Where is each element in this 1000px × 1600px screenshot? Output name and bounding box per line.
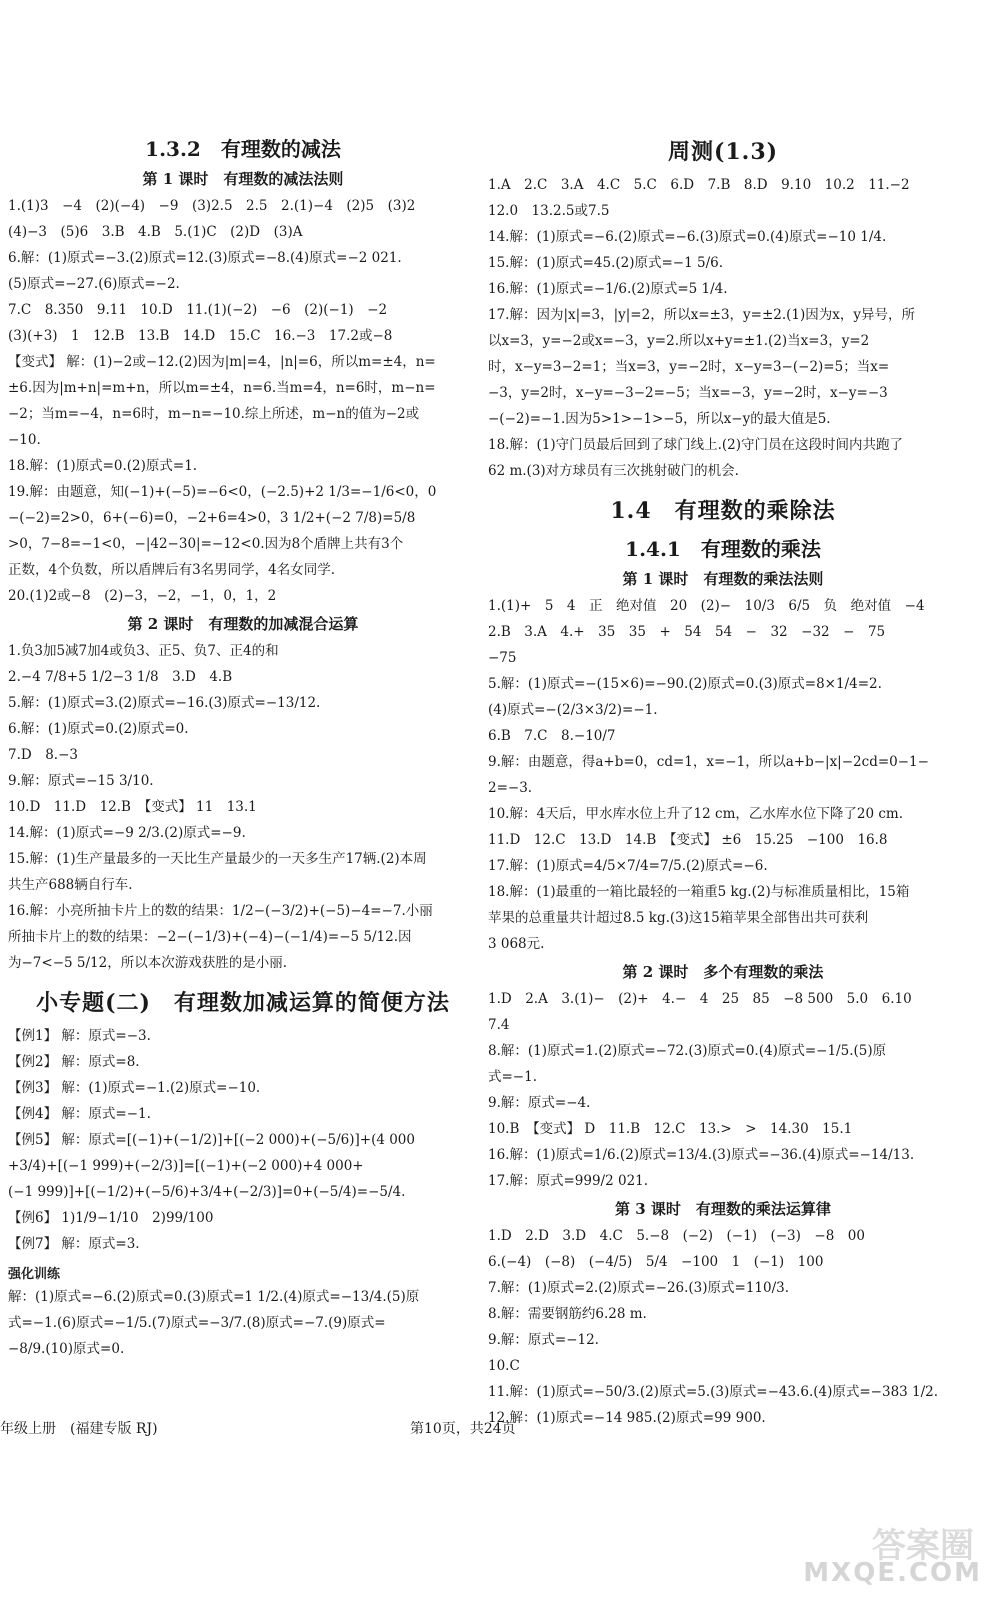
answer-line: 【例3】 解：(1)原式=−1.(2)原式=−10.	[8, 1080, 261, 1096]
answer-line: 1.D 2.A 3.(1)− (2)+ 4.− 4 25 85 −8 500 5.0 6.10	[488, 991, 912, 1007]
answer-line: 2=−3.	[488, 780, 533, 796]
answer-line: −(−2)=−1.因为5>1>−1>−5，所以x−y的最大值是5.	[488, 411, 831, 427]
left-column	[8, 125, 478, 1362]
answer-line: 2.B 3.A 4.+ 35 35 + 54 54 − 32 −32 − 75	[488, 624, 886, 640]
answer-line: >0，7−8=−1<0，−|42−30|=−12<0.因为8个盾牌上共有3个	[8, 536, 404, 552]
answer-line: 8.解：(1)原式=1.(2)原式=−72.(3)原式=0.(4)原式=−1/5.(5)原	[488, 1043, 887, 1059]
answer-line: 9.解：原式=−15 3/10.	[8, 773, 154, 789]
answer-line: 16.解：小亮所抽卡片上的数的结果：1/2−(−3/2)+(−5)−4=−7.小丽	[8, 903, 433, 919]
answer-line: (4)原式=−(2/3×3/2)=−1.	[488, 702, 658, 718]
answer-line: −3，y=2时，x−y=−3−2=−5；当x=−3，y=−2时，x−y=−3	[488, 385, 888, 401]
answer-line: 19.解：由题意，知(−1)+(−5)=−6<0，(−2.5)+2 1/3=−1/6<0，0	[8, 484, 437, 500]
answer-line: 9.解：由题意，得a+b=0，cd=1，x=−1，所以a+b−|x|−2cd=0−1−	[488, 754, 929, 770]
answer-line: 7.4	[488, 1017, 510, 1033]
answer-line: 【变式】 解：(1)−2或−12.(2)因为|m|=4，|n|=6，所以m=±4，n=	[8, 354, 436, 370]
answer-line: 5.解：(1)原式=−(15×6)=−90.(2)原式=0.(3)原式=8×1/4=2.	[488, 676, 882, 692]
answer-line: 15.解：(1)原式=45.(2)原式=−1 5/6.	[488, 255, 724, 271]
answer-line: 62 m.(3)对方球员有三次挑射破门的机会.	[488, 463, 739, 479]
lesson-title-1: 第 1 课时 有理数的减法法则	[142, 170, 344, 188]
answer-line: 1.(1)+ 5 4 正 绝对值 20 (2)− 10/3 6/5 负 绝对值 −4	[488, 598, 925, 614]
answer-line: 7.D 8.−3	[8, 747, 78, 763]
answer-line: 为−7<−5 5/12，所以本次游戏获胜的是小丽.	[8, 955, 288, 971]
answer-line: 6.解：(1)原式=0.(2)原式=0.	[8, 721, 189, 737]
answer-line: 11.解：(1)原式=−50/3.(2)原式=5.(3)原式=−43.6.(4)原式=−383 1/2.	[488, 1384, 939, 1400]
weekly-test-answers	[488, 172, 958, 484]
answer-line: −75	[488, 650, 517, 666]
examples-block	[8, 1023, 478, 1257]
answer-line: 正数，4个负数，所以盾牌后有3名男同学，4名女同学.	[8, 562, 336, 578]
lesson-title-2: 第 2 课时 有理数的加减混合运算	[127, 615, 359, 633]
answer-line: 【例2】 解：原式=8.	[8, 1054, 140, 1070]
answer-line: 17.解：原式=999/2 021.	[488, 1173, 649, 1189]
answer-line: 6.(−4) (−8) (−4/5) 5/4 −100 1 (−1) 100	[488, 1254, 824, 1270]
answer-line: 11.D 12.C 13.D 14.B 【变式】 ±6 15.25 −100 16.8	[488, 832, 888, 848]
answer-line: 3 068元.	[488, 936, 545, 952]
answer-line: 1.(1)3 −4 (2)(−4) −9 (3)2.5 2.5 2.(1)−4 (2)5 (3)2	[8, 198, 416, 214]
answer-line: 17.解：(1)原式=4/5×7/4=7/5.(2)原式=−6.	[488, 858, 768, 874]
answer-line: −8/9.(10)原式=0.	[8, 1341, 125, 1357]
section-title-1-3-2: 1.3.2 有理数的减法	[145, 137, 341, 161]
answer-line: 1.A 2.C 3.A 4.C 5.C 6.D 7.B 8.D 9.10 10.2 11.−2	[488, 177, 910, 193]
answer-line: (5)原式=−27.(6)原式=−2.	[8, 276, 180, 292]
answer-line: +3/4)+[(−1 999)+(−2/3)]=[(−1)+(−2 000)+4 000+	[8, 1158, 364, 1174]
answer-line: 9.解：原式=−12.	[488, 1332, 599, 1348]
answers-block-r2	[488, 986, 958, 1194]
answer-line: 20.(1)2或−8 (2)−3，−2，−1，0，1，2	[8, 588, 277, 604]
right-column	[488, 125, 958, 1431]
answer-line: 时，x−y=3−2=1；当x=3，y=−2时，x−y=3−(−2)=5；当x=	[488, 359, 890, 375]
lesson-title-r1: 第 1 课时 有理数的乘法法则	[622, 570, 824, 588]
answer-line: −10.	[8, 432, 41, 448]
footer-page-number: 第10页，共24页	[410, 1421, 516, 1437]
answer-line: ±6.因为|m+n|=m+n，所以m=±4，n=6.当m=4，n=6时，m−n=	[8, 380, 436, 396]
answer-line: 6.B 7.C 8.−10/7	[488, 728, 616, 744]
answer-line: 17.解：因为|x|=3，|y|=2，所以x=±3，y=±2.(1)因为x，y异号，所	[488, 307, 916, 323]
watermark-url-text: MXQE.COM	[803, 1558, 982, 1588]
answer-line: 1.负3加5减7加4或负3、正5、负7、正4的和	[8, 643, 279, 659]
answer-line: 以x=3，y=−2或x=−3，y=2.所以x+y=±1.(2)当x=3，y=2	[488, 333, 870, 349]
answer-line: 10.C	[488, 1358, 520, 1374]
strengthen-block	[8, 1284, 478, 1362]
answer-line: 14.解：(1)原式=−6.(2)原式=−6.(3)原式=0.(4)原式=−10 1/4.	[488, 229, 887, 245]
answer-line: 18.解：(1)最重的一箱比最轻的一箱重5 kg.(2)与标准质量相比，15箱	[488, 884, 910, 900]
answer-line: 15.解：(1)生产量最多的一天比生产量最少的一天多生产17辆.(2)本周	[8, 851, 427, 867]
answer-line: 18.解：(1)守门员最后回到了球门线上.(2)守门员在这段时间内共跑了	[488, 437, 904, 453]
answers-block-1	[8, 193, 478, 609]
answer-line: 10.解：4天后，甲水库水位上升了12 cm，乙水库水位下降了20 cm.	[488, 806, 904, 822]
answer-line: −(−2)=2>0，6+(−6)=0，−2+6=4>0，3 1/2+(−2 7/8)=5/8	[8, 510, 416, 526]
answers-block-r3	[488, 1223, 958, 1431]
answer-line: (−1 999)]+[(−1/2)+(−5/6)+3/4+(−2/3)]=0+(−5/4)=−5/4.	[8, 1184, 406, 1200]
answer-line: 10.B 【变式】 D 11.B 12.C 13.> > 14.30 15.1	[488, 1121, 853, 1137]
lesson-title-r3: 第 3 课时 有理数的乘法运算律	[615, 1200, 831, 1218]
answer-line: 12.解：(1)原式=−14 985.(2)原式=99 900.	[488, 1410, 766, 1426]
answers-block-2	[8, 638, 478, 976]
answer-line: 2.−4 7/8+5 1/2−3 1/8 3.D 4.B	[8, 669, 233, 685]
answer-line: 苹果的总重量共计超过8.5 kg.(3)这15箱苹果全部售出共可获利	[488, 910, 869, 926]
answer-line: 16.解：(1)原式=−1/6.(2)原式=5 1/4.	[488, 281, 728, 297]
lesson-title-r2: 第 2 课时 多个有理数的乘法	[622, 963, 824, 981]
answer-line: 解：(1)原式=−6.(2)原式=0.(3)原式=1 1/2.(4)原式=−13/4.(5)原	[8, 1289, 420, 1305]
answer-line: 1.D 2.D 3.D 4.C 5.−8 (−2) (−1) (−3) −8 00	[488, 1228, 865, 1244]
section-title-1-4: 1.4 有理数的乘除法	[610, 498, 836, 524]
answers-block-r1	[488, 593, 958, 957]
answer-line: 18.解：(1)原式=0.(2)原式=1.	[8, 458, 198, 474]
answer-line: 7.解：(1)原式=2.(2)原式=−26.(3)原式=110/3.	[488, 1280, 790, 1296]
answer-line: 12.0 13.2.5或7.5	[488, 203, 610, 219]
watermark-top-text: 答案圈	[872, 1526, 974, 1566]
section-title-1-4-1: 1.4.1 有理数的乘法	[625, 537, 821, 561]
footer-edition: 年级上册 (福建专版 RJ)	[0, 1421, 158, 1437]
answer-line: 共生产688辆自行车.	[8, 877, 133, 893]
answer-line: 6.解：(1)原式=−3.(2)原式=12.(3)原式=−8.(4)原式=−2 021.	[8, 250, 402, 266]
special-topic-title: 小专题(二) 有理数加减运算的简便方法	[36, 990, 450, 1016]
answer-line: 【例5】 解：原式=[(−1)+(−1/2)]+[(−2 000)+(−5/6)]+(4 000	[8, 1132, 415, 1148]
answer-line: 7.C 8.350 9.11 10.D 11.(1)(−2) −6 (2)(−1) −2	[8, 302, 388, 318]
answer-line: 9.解：原式=−4.	[488, 1095, 591, 1111]
answer-line: 所抽卡片上的数的结果：−2−(−1/3)+(−4)−(−1/4)=−5 5/12.因	[8, 929, 412, 945]
strengthen-label: 强化训练	[8, 1267, 61, 1282]
answer-line: (3)(+3) 1 12.B 13.B 14.D 15.C 16.−3 17.2或−8	[8, 328, 393, 344]
answer-line: 16.解：(1)原式=1/6.(2)原式=13/4.(3)原式=−36.(4)原式=−14/13.	[488, 1147, 915, 1163]
answer-line: 式=−1.	[488, 1069, 538, 1085]
answer-line: 【例1】 解：原式=−3.	[8, 1028, 151, 1044]
answer-line: 式=−1.(6)原式=−1/5.(7)原式=−3/7.(8)原式=−7.(9)原式=	[8, 1315, 386, 1331]
answer-line: 10.D 11.D 12.B 【变式】 11 13.1	[8, 799, 257, 815]
weekly-test-title: 周测(1.3)	[667, 139, 779, 165]
answer-line: −2；当m=−4，n=6时，m−n=−10.综上所述，m−n的值为−2或	[8, 406, 420, 422]
answer-line: 【例6】 1)1/9−1/10 2)99/100	[8, 1210, 214, 1226]
answer-line: 【例4】 解：原式=−1.	[8, 1106, 151, 1122]
watermark-logo	[802, 1518, 982, 1588]
answer-line: 14.解：(1)原式=−9 2/3.(2)原式=−9.	[8, 825, 246, 841]
answer-line: (4)−3 (5)6 3.B 4.B 5.(1)C (2)D (3)A	[8, 224, 303, 240]
answer-line: 8.解：需要钢筋约6.28 m.	[488, 1306, 647, 1322]
answer-line: 【例7】 解：原式=3.	[8, 1236, 140, 1252]
answer-line: 5.解：(1)原式=3.(2)原式=−16.(3)原式=−13/12.	[8, 695, 321, 711]
